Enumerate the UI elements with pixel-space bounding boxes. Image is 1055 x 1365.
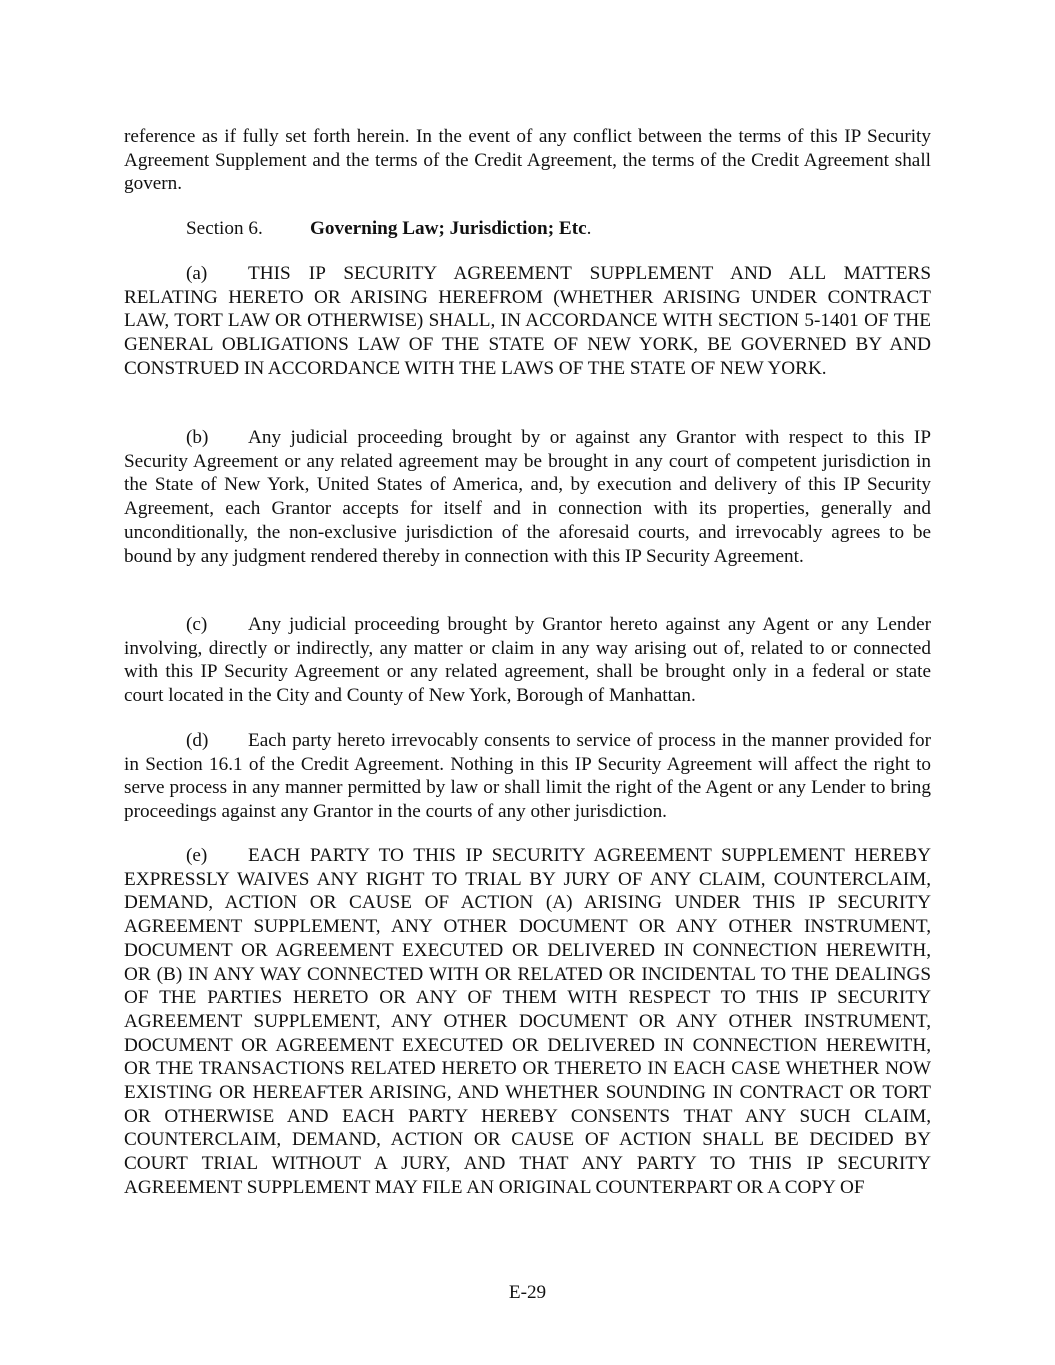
page-number: E-29 bbox=[508, 1282, 547, 1303]
paragraph-d-label: (d) bbox=[186, 730, 209, 751]
paragraph-b-text: Any judicial proceeding brought by or against any Grantor with respect to this IP Security Agreement or any related agreement may be brought in any court of competent jurisdiction in the State of New York, United States of America, and, by execution and delivery of this IP Security Agreement, each Grantor accepts for itself and in connection with its properties, generally and unconditionally, the non-exclusive jurisdiction of the aforesaid courts, and irrevocably agrees to be bound by any judgment rendered thereby in connection with this IP Security Agreement. bbox=[124, 427, 931, 567]
paragraph-e-label: (e) bbox=[186, 845, 208, 866]
continuation-paragraph: reference as if fully set forth herein. In the event of any conflict between the terms of this IP Security Agreement Supplement and the terms of the Credit Agreement, the terms of the Credit Agreement shall govern. bbox=[124, 126, 931, 195]
section-title-suffix: . bbox=[586, 218, 592, 239]
paragraph-e bbox=[124, 844, 931, 1200]
paragraph-a-label: (a) bbox=[186, 263, 208, 284]
paragraph-a bbox=[124, 262, 931, 381]
paragraph-b-label: (b) bbox=[186, 427, 209, 448]
paragraph-c bbox=[124, 613, 931, 708]
paragraph-c-label: (c) bbox=[186, 614, 208, 635]
section-heading bbox=[186, 217, 591, 241]
section-title: Governing Law; Jurisdiction; Etc bbox=[310, 218, 587, 239]
paragraph-c-text: Any judicial proceeding brought by Grantor hereto against any Agent or any Lender involving, directly or indirectly, any matter or claim in any way arising out of, related to or connected with this IP Security Agreement or any related agreement, shall be brought only in a federal or state court located in the City and County of New York, Borough of Manhattan. bbox=[124, 614, 931, 707]
paragraph-a-text: THIS IP SECURITY AGREEMENT SUPPLEMENT AND ALL MATTERS RELATING HERETO OR ARISING HEREFROM (WHETHER ARISING UNDER CONTRACT LAW, TORT LAW OR OTHERWISE) SHALL, IN ACCORDANCE WITH SECTION 5-1401 OF THE GENERAL OBLIGATIONS LAW OF THE STATE OF NEW YORK, BE GOVERNED BY AND CONSTRUED IN ACCORDANCE WITH THE LAWS OF THE STATE OF NEW YORK. bbox=[124, 263, 931, 379]
paragraph-d-text: Each party hereto irrevocably consents to service of process in the manner provided for in Section 16.1 of the Credit Agreement. Nothing in this IP Security Agreement will affect the right to serve process in any manner permitted by law or shall limit the right of the Agent or any Lender to bring proceedings against any Grantor in the courts of any other jurisdiction. bbox=[124, 730, 931, 823]
paragraph-d bbox=[124, 729, 931, 824]
paragraph-e-text: EACH PARTY TO THIS IP SECURITY AGREEMENT SUPPLEMENT HEREBY EXPRESSLY WAIVES ANY RIGHT TO TRIAL BY JURY OF ANY CLAIM, COUNTERCLAIM, DEMAND, ACTION OR CAUSE OF ACTION (A) ARISING UNDER THIS IP SECURITY AGREEMENT SUPPLEMENT, ANY OTHER DOCUMENT OR ANY OTHER INSTRUMENT, DOCUMENT OR AGREEMENT EXECUTED OR DELIVERED IN CONNECTION HEREWITH, OR (B) IN ANY WAY CONNECTED WITH OR RELATED OR INCIDENTAL TO THE DEALINGS OF THE PARTIES HERETO OR ANY OF THEM WITH RESPECT TO THIS IP SECURITY AGREEMENT SUPPLEMENT, ANY OTHER DOCUMENT OR ANY OTHER INSTRUMENT, DOCUMENT OR AGREEMENT EXECUTED OR DELIVERED IN CONNECTION HEREWITH, OR THE TRANSACTIONS RELATED HERETO OR THERETO IN EACH CASE WHETHER NOW EXISTING OR HEREAFTER ARISING, AND WHETHER SOUNDING IN CONTRACT OR TORT OR OTHERWISE AND EACH PARTY HEREBY CONSENTS THAT ANY SUCH CLAIM, COUNTERCLAIM, DEMAND, ACTION OR CAUSE OF ACTION SHALL BE DECIDED BY COURT TRIAL WITHOUT A JURY, AND THAT ANY PARTY TO THIS IP SECURITY AGREEMENT SUPPLEMENT MAY FILE AN ORIGINAL COUNTERPART OR A COPY OF bbox=[124, 845, 931, 1198]
section-number: Section 6. bbox=[186, 218, 263, 239]
paragraph-b bbox=[124, 426, 931, 568]
